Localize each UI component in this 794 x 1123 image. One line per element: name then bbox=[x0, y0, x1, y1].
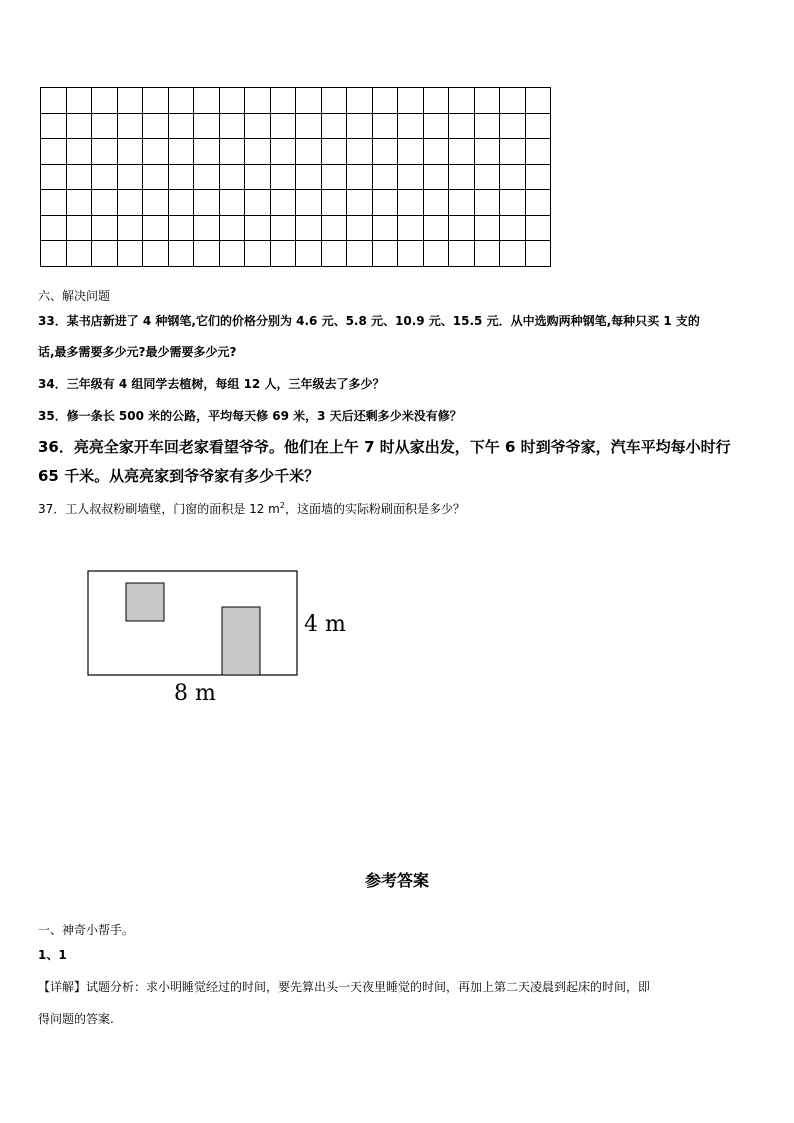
grid-cell bbox=[117, 215, 143, 241]
grid-cell bbox=[423, 215, 449, 241]
grid-cell bbox=[321, 215, 347, 241]
grid-cell bbox=[245, 113, 271, 139]
grid-cell bbox=[500, 164, 526, 190]
grid-cell bbox=[219, 113, 245, 139]
question-36-line1: 36．亮亮全家开车回老家看望爷爷。他们在上午 7 时从家出发，下午 6 时到爷爷家，汽车平均每小时行 bbox=[38, 438, 731, 456]
grid-cell bbox=[525, 113, 551, 139]
grid-cell bbox=[372, 139, 398, 165]
question-33-line2: 话,最多需要多少元?最少需要多少元? bbox=[38, 345, 237, 359]
grid-cell bbox=[245, 88, 271, 114]
grid-cell bbox=[194, 241, 220, 267]
grid-cell bbox=[321, 139, 347, 165]
grid-cell bbox=[168, 215, 194, 241]
grid-cell bbox=[194, 215, 220, 241]
grid-cell bbox=[398, 215, 424, 241]
grid-cell bbox=[194, 164, 220, 190]
grid-cell bbox=[398, 190, 424, 216]
grid-cell bbox=[245, 241, 271, 267]
grid-cell bbox=[449, 164, 475, 190]
grid-cell bbox=[449, 139, 475, 165]
grid-cell bbox=[194, 88, 220, 114]
wall-figure bbox=[86, 568, 356, 708]
wall-rect bbox=[88, 571, 297, 675]
grid-cell bbox=[66, 190, 92, 216]
grid-cell bbox=[423, 139, 449, 165]
question-34: 34．三年级有 4 组同学去植树，每组 12 人，三年级去了多少？ bbox=[38, 377, 385, 391]
grid-cell bbox=[296, 139, 322, 165]
grid-cell bbox=[474, 164, 500, 190]
writing-grid bbox=[40, 87, 551, 267]
grid-cell bbox=[296, 241, 322, 267]
grid-cell bbox=[372, 190, 398, 216]
question-37-text: 37．工人叔叔粉刷墙壁，门窗的面积是 12 m bbox=[38, 502, 280, 516]
grid-cell bbox=[219, 241, 245, 267]
grid-cell bbox=[219, 139, 245, 165]
grid-cell bbox=[143, 190, 169, 216]
grid-cell bbox=[321, 113, 347, 139]
grid-cell bbox=[500, 88, 526, 114]
grid-cell bbox=[321, 190, 347, 216]
grid-cell bbox=[296, 164, 322, 190]
grid-cell bbox=[423, 241, 449, 267]
grid-cell bbox=[219, 88, 245, 114]
question-37-superscript: 2 bbox=[279, 501, 285, 510]
grid-cell bbox=[168, 139, 194, 165]
grid-row bbox=[41, 215, 551, 241]
grid-row bbox=[41, 241, 551, 267]
grid-cell bbox=[347, 113, 373, 139]
grid-row bbox=[41, 88, 551, 114]
grid-cell bbox=[41, 215, 67, 241]
grid-cell bbox=[423, 164, 449, 190]
grid-cell bbox=[398, 241, 424, 267]
grid-cell bbox=[143, 164, 169, 190]
grid-cell bbox=[372, 215, 398, 241]
grid-cell bbox=[372, 164, 398, 190]
grid-cell bbox=[296, 88, 322, 114]
question-37 bbox=[38, 500, 465, 517]
answer-detail-line2: 得问题的答案. bbox=[38, 1012, 114, 1026]
grid-cell bbox=[270, 190, 296, 216]
grid-cell bbox=[143, 113, 169, 139]
grid-cell bbox=[500, 215, 526, 241]
grid-cell bbox=[500, 241, 526, 267]
grid-cell bbox=[41, 241, 67, 267]
grid-cell bbox=[194, 139, 220, 165]
grid-cell bbox=[41, 88, 67, 114]
grid-cell bbox=[117, 88, 143, 114]
grid-cell bbox=[270, 139, 296, 165]
grid-cell bbox=[500, 113, 526, 139]
grid-cell bbox=[270, 241, 296, 267]
grid-cell bbox=[321, 88, 347, 114]
grid-cell bbox=[270, 215, 296, 241]
grid-cell bbox=[398, 88, 424, 114]
grid-cell bbox=[194, 190, 220, 216]
grid-cell bbox=[41, 164, 67, 190]
grid-cell bbox=[372, 113, 398, 139]
grid-cell bbox=[525, 241, 551, 267]
grid-cell bbox=[245, 164, 271, 190]
grid-cell bbox=[347, 88, 373, 114]
grid-cell bbox=[41, 113, 67, 139]
grid-cell bbox=[500, 139, 526, 165]
grid-cell bbox=[296, 190, 322, 216]
grid-cell bbox=[117, 113, 143, 139]
grid-cell bbox=[347, 190, 373, 216]
grid-cell bbox=[347, 139, 373, 165]
grid-cell bbox=[347, 215, 373, 241]
grid-cell bbox=[219, 164, 245, 190]
grid-cell bbox=[66, 164, 92, 190]
section-heading: 六、解决问题 bbox=[38, 289, 111, 303]
grid-cell bbox=[66, 139, 92, 165]
grid-cell bbox=[270, 88, 296, 114]
grid-cell bbox=[168, 88, 194, 114]
grid-cell bbox=[41, 190, 67, 216]
grid-cell bbox=[525, 88, 551, 114]
grid-cell bbox=[347, 241, 373, 267]
grid-cell bbox=[92, 139, 118, 165]
grid-cell bbox=[219, 190, 245, 216]
grid-cell bbox=[423, 88, 449, 114]
grid-cell bbox=[423, 113, 449, 139]
grid-cell bbox=[525, 164, 551, 190]
grid-cell bbox=[347, 164, 373, 190]
grid-cell bbox=[500, 190, 526, 216]
grid-cell bbox=[474, 190, 500, 216]
grid-cell bbox=[449, 190, 475, 216]
grid-cell bbox=[423, 190, 449, 216]
grid-cell bbox=[474, 215, 500, 241]
answers-title: 参考答案 bbox=[364, 871, 429, 890]
grid-cell bbox=[321, 164, 347, 190]
grid-cell bbox=[219, 215, 245, 241]
grid-cell bbox=[143, 215, 169, 241]
grid-cell bbox=[92, 164, 118, 190]
question-36-line2: 65 千米。从亮亮家到爷爷家有多少千米？ bbox=[38, 467, 320, 485]
grid-cell bbox=[194, 113, 220, 139]
grid-cell bbox=[449, 241, 475, 267]
grid-cell bbox=[168, 113, 194, 139]
grid-cell bbox=[296, 215, 322, 241]
grid-cell bbox=[92, 215, 118, 241]
grid-cell bbox=[474, 88, 500, 114]
question-33-line1: 33．某书店新进了 4 种钢笔,它们的价格分别为 4.6 元、5.8 元、10.9 元、15.5 元．从中选购两种钢笔,每种只买 1 支的 bbox=[38, 314, 700, 328]
grid-cell bbox=[41, 139, 67, 165]
height-label: 4 m bbox=[304, 612, 346, 637]
grid-cell bbox=[92, 190, 118, 216]
grid-cell bbox=[143, 88, 169, 114]
question-37-text-end: ，这面墙的实际粉刷面积是多少？ bbox=[284, 502, 465, 516]
grid-cell bbox=[143, 241, 169, 267]
grid-cell bbox=[66, 241, 92, 267]
grid-cell bbox=[245, 190, 271, 216]
grid-cell bbox=[66, 215, 92, 241]
grid-row bbox=[41, 113, 551, 139]
grid-cell bbox=[398, 113, 424, 139]
grid-cell bbox=[474, 139, 500, 165]
grid-cell bbox=[270, 164, 296, 190]
width-label: 8 m bbox=[174, 681, 216, 706]
grid-cell bbox=[525, 190, 551, 216]
grid-cell bbox=[117, 190, 143, 216]
answers-section-1: 一、神奇小帮手。 bbox=[38, 923, 135, 937]
grid-cell bbox=[143, 139, 169, 165]
grid-row bbox=[41, 164, 551, 190]
door-rect bbox=[222, 607, 260, 675]
grid-cell bbox=[245, 139, 271, 165]
grid-cell bbox=[66, 113, 92, 139]
grid-cell bbox=[372, 88, 398, 114]
grid-cell bbox=[92, 241, 118, 267]
grid-cell bbox=[474, 241, 500, 267]
grid-cell bbox=[449, 113, 475, 139]
grid-cell bbox=[398, 139, 424, 165]
grid-cell bbox=[168, 164, 194, 190]
grid-cell bbox=[117, 139, 143, 165]
grid-cell bbox=[449, 88, 475, 114]
grid-cell bbox=[372, 241, 398, 267]
answer-detail-line1: 【详解】试题分析：求小明睡觉经过的时间，要先算出头一天夜里睡觉的时间，再加上第二天凌晨到起床的时间，即 bbox=[38, 980, 651, 994]
grid-cell bbox=[321, 241, 347, 267]
grid-cell bbox=[117, 164, 143, 190]
grid-cell bbox=[296, 113, 322, 139]
grid-row bbox=[41, 139, 551, 165]
grid-cell bbox=[525, 215, 551, 241]
grid-cell bbox=[525, 139, 551, 165]
grid-cell bbox=[92, 113, 118, 139]
grid-cell bbox=[474, 113, 500, 139]
answer-item-1: 1、1 bbox=[38, 948, 67, 962]
grid-cell bbox=[449, 215, 475, 241]
window-rect bbox=[126, 583, 164, 621]
grid-cell bbox=[270, 113, 296, 139]
grid-cell bbox=[66, 88, 92, 114]
grid-cell bbox=[245, 215, 271, 241]
grid-cell bbox=[92, 88, 118, 114]
grid-cell bbox=[168, 190, 194, 216]
question-35: 35．修一条长 500 米的公路，平均每天修 69 米，3 天后还剩多少米没有修？ bbox=[38, 409, 462, 423]
grid-cell bbox=[168, 241, 194, 267]
grid-cell bbox=[398, 164, 424, 190]
grid-cell bbox=[117, 241, 143, 267]
grid-row bbox=[41, 190, 551, 216]
